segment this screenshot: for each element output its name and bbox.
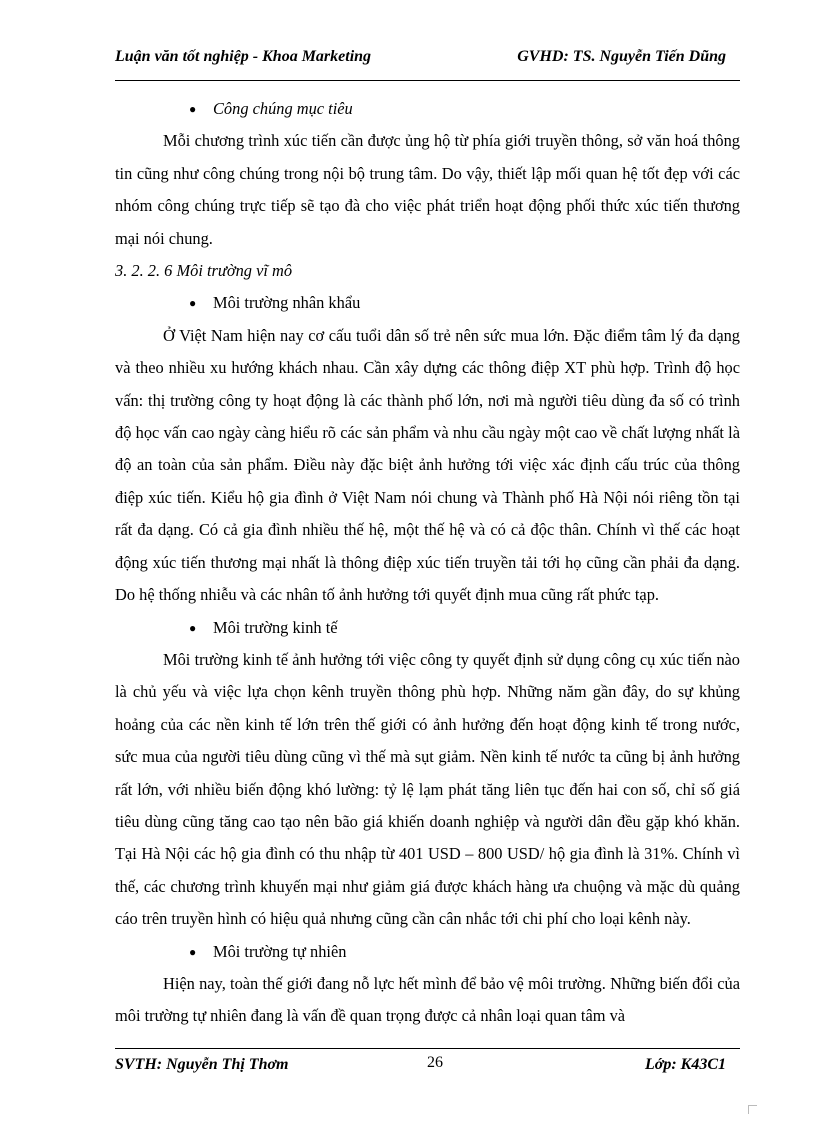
footer-rule (115, 1048, 740, 1049)
page-number: 26 (427, 1054, 443, 1071)
paragraph-economic: Môi trường kinh tế ảnh hưởng tới việc công ty quyết định sử dụng công cụ xúc tiến nào là chủ yếu và việc lựa chọn kênh truyền thông phù hợp. Những năm gần đây, do sự khủng hoảng của các nền kinh tế lớn trên thế giới có ảnh hưởng đến hoạt động kinh tế trong nước, sức mua của người tiêu dùng cũng vì thế mà sụt giảm. Nền kinh tế nước ta cũng bị ảnh hưởng rất lớn, với nhiều biến động khó lường: tỷ lệ lạm phát tăng liên tục đến hai con số, chỉ số giá tiêu dùng cũng tăng cao tạo nên bão giá khiến doanh nghiệp và người dân đều gặp khó khăn. Tại Hà Nội các hộ gia đình có thu nhập từ 401 USD – 800 USD/ hộ gia đình là 31%. Chính vì thế, các chương trình khuyến mại như giảm giá được khách hàng ưa chuộng và mặc dù quảng cáo trên truyền hình có hiệu quả nhưng cũng cần cân nhắc tới chi phí cho loại kênh này. (115, 649, 740, 929)
bullet-icon: ● (189, 944, 197, 959)
bullet-icon: ● (189, 620, 197, 635)
header-thesis-title: Luận văn tốt nghiệp - Khoa Marketing (115, 48, 372, 65)
bullet-economic (115, 612, 740, 644)
bullet-label: Môi trường nhân khẩu (213, 293, 361, 313)
footer-class: Lớp: K43C1 (644, 1056, 726, 1073)
header-rule (115, 80, 740, 81)
bullet-icon: ● (189, 296, 197, 311)
section-heading: 3. 2. 2. 6 Môi trường vĩ mô (115, 261, 293, 281)
page-corner-mark (748, 1105, 757, 1114)
bullet-target-public (115, 93, 740, 125)
bullet-icon: ● (189, 102, 197, 116)
bullet-natural (115, 936, 740, 968)
footer-student: SVTH: Nguyễn Thị Thơm (115, 1056, 289, 1073)
bullet-label: Môi trường tự nhiên (213, 941, 347, 961)
paragraph-demographic: Ở Việt Nam hiện nay cơ cấu tuổi dân số trẻ nên sức mua lớn. Đặc điểm tâm lý đa dạng và theo nhiều xu hướng khách nhau. Cần xây dựng các thông điệp XT phù hợp. Trình độ học vấn: thị trường công ty hoạt động là các thành phố lớn, nơi mà người tiêu dùng đa số có trình độ học vấn cao ngày càng hiểu rõ các sản phẩm và nhu cầu ngày một cao về chất lượng nhất là độ an toàn của sản phẩm. Điều này đặc biệt ảnh hưởng tới việc xác định cấu trúc của thông điệp xúc tiến. Kiểu hộ gia đình ở Việt Nam nói chung và Thành phố Hà Nội nói riêng tồn tại rất đa dạng. Có cả gia đình nhiều thế hệ, một thế hệ và có cả độc thân. Chính vì thế các hoạt động xúc tiến thương mại nhất là thông điệp xúc tiến truyền tải tới họ cũng cần phải đa dạng. Do hệ thống nhiễu và các nhân tố ảnh hưởng tới quyết định mua cũng rất phức tạp. (115, 325, 740, 605)
page-header (115, 46, 740, 72)
page-footer (115, 1054, 740, 1080)
header-supervisor: GVHD: TS. Nguyễn Tiến Dũng (517, 48, 726, 65)
paragraph-natural: Hiện nay, toàn thế giới đang nỗ lực hết mình để bảo vệ môi trường. Những biến đổi của môi trường tự nhiên đang là vấn đề quan trọng được cả nhân loại quan tâm và (115, 973, 740, 1026)
document-body (115, 93, 740, 1033)
bullet-label: Công chúng mục tiêu (213, 99, 353, 118)
paragraph-target-public: Mỗi chương trình xúc tiến cần được ủng hộ từ phía giới truyền thông, sở văn hoá thông tin cũng như công chúng trong nội bộ trung tâm. Do vậy, thiết lập mối quan hệ tốt đẹp với các nhóm công chúng trực tiếp sẽ tạo đà cho việc phát triển hoạt động phối thức xúc tiến thương mại nói chung. (115, 131, 740, 248)
bullet-label: Môi trường kinh tế (213, 617, 338, 637)
bullet-demographic (115, 287, 740, 319)
